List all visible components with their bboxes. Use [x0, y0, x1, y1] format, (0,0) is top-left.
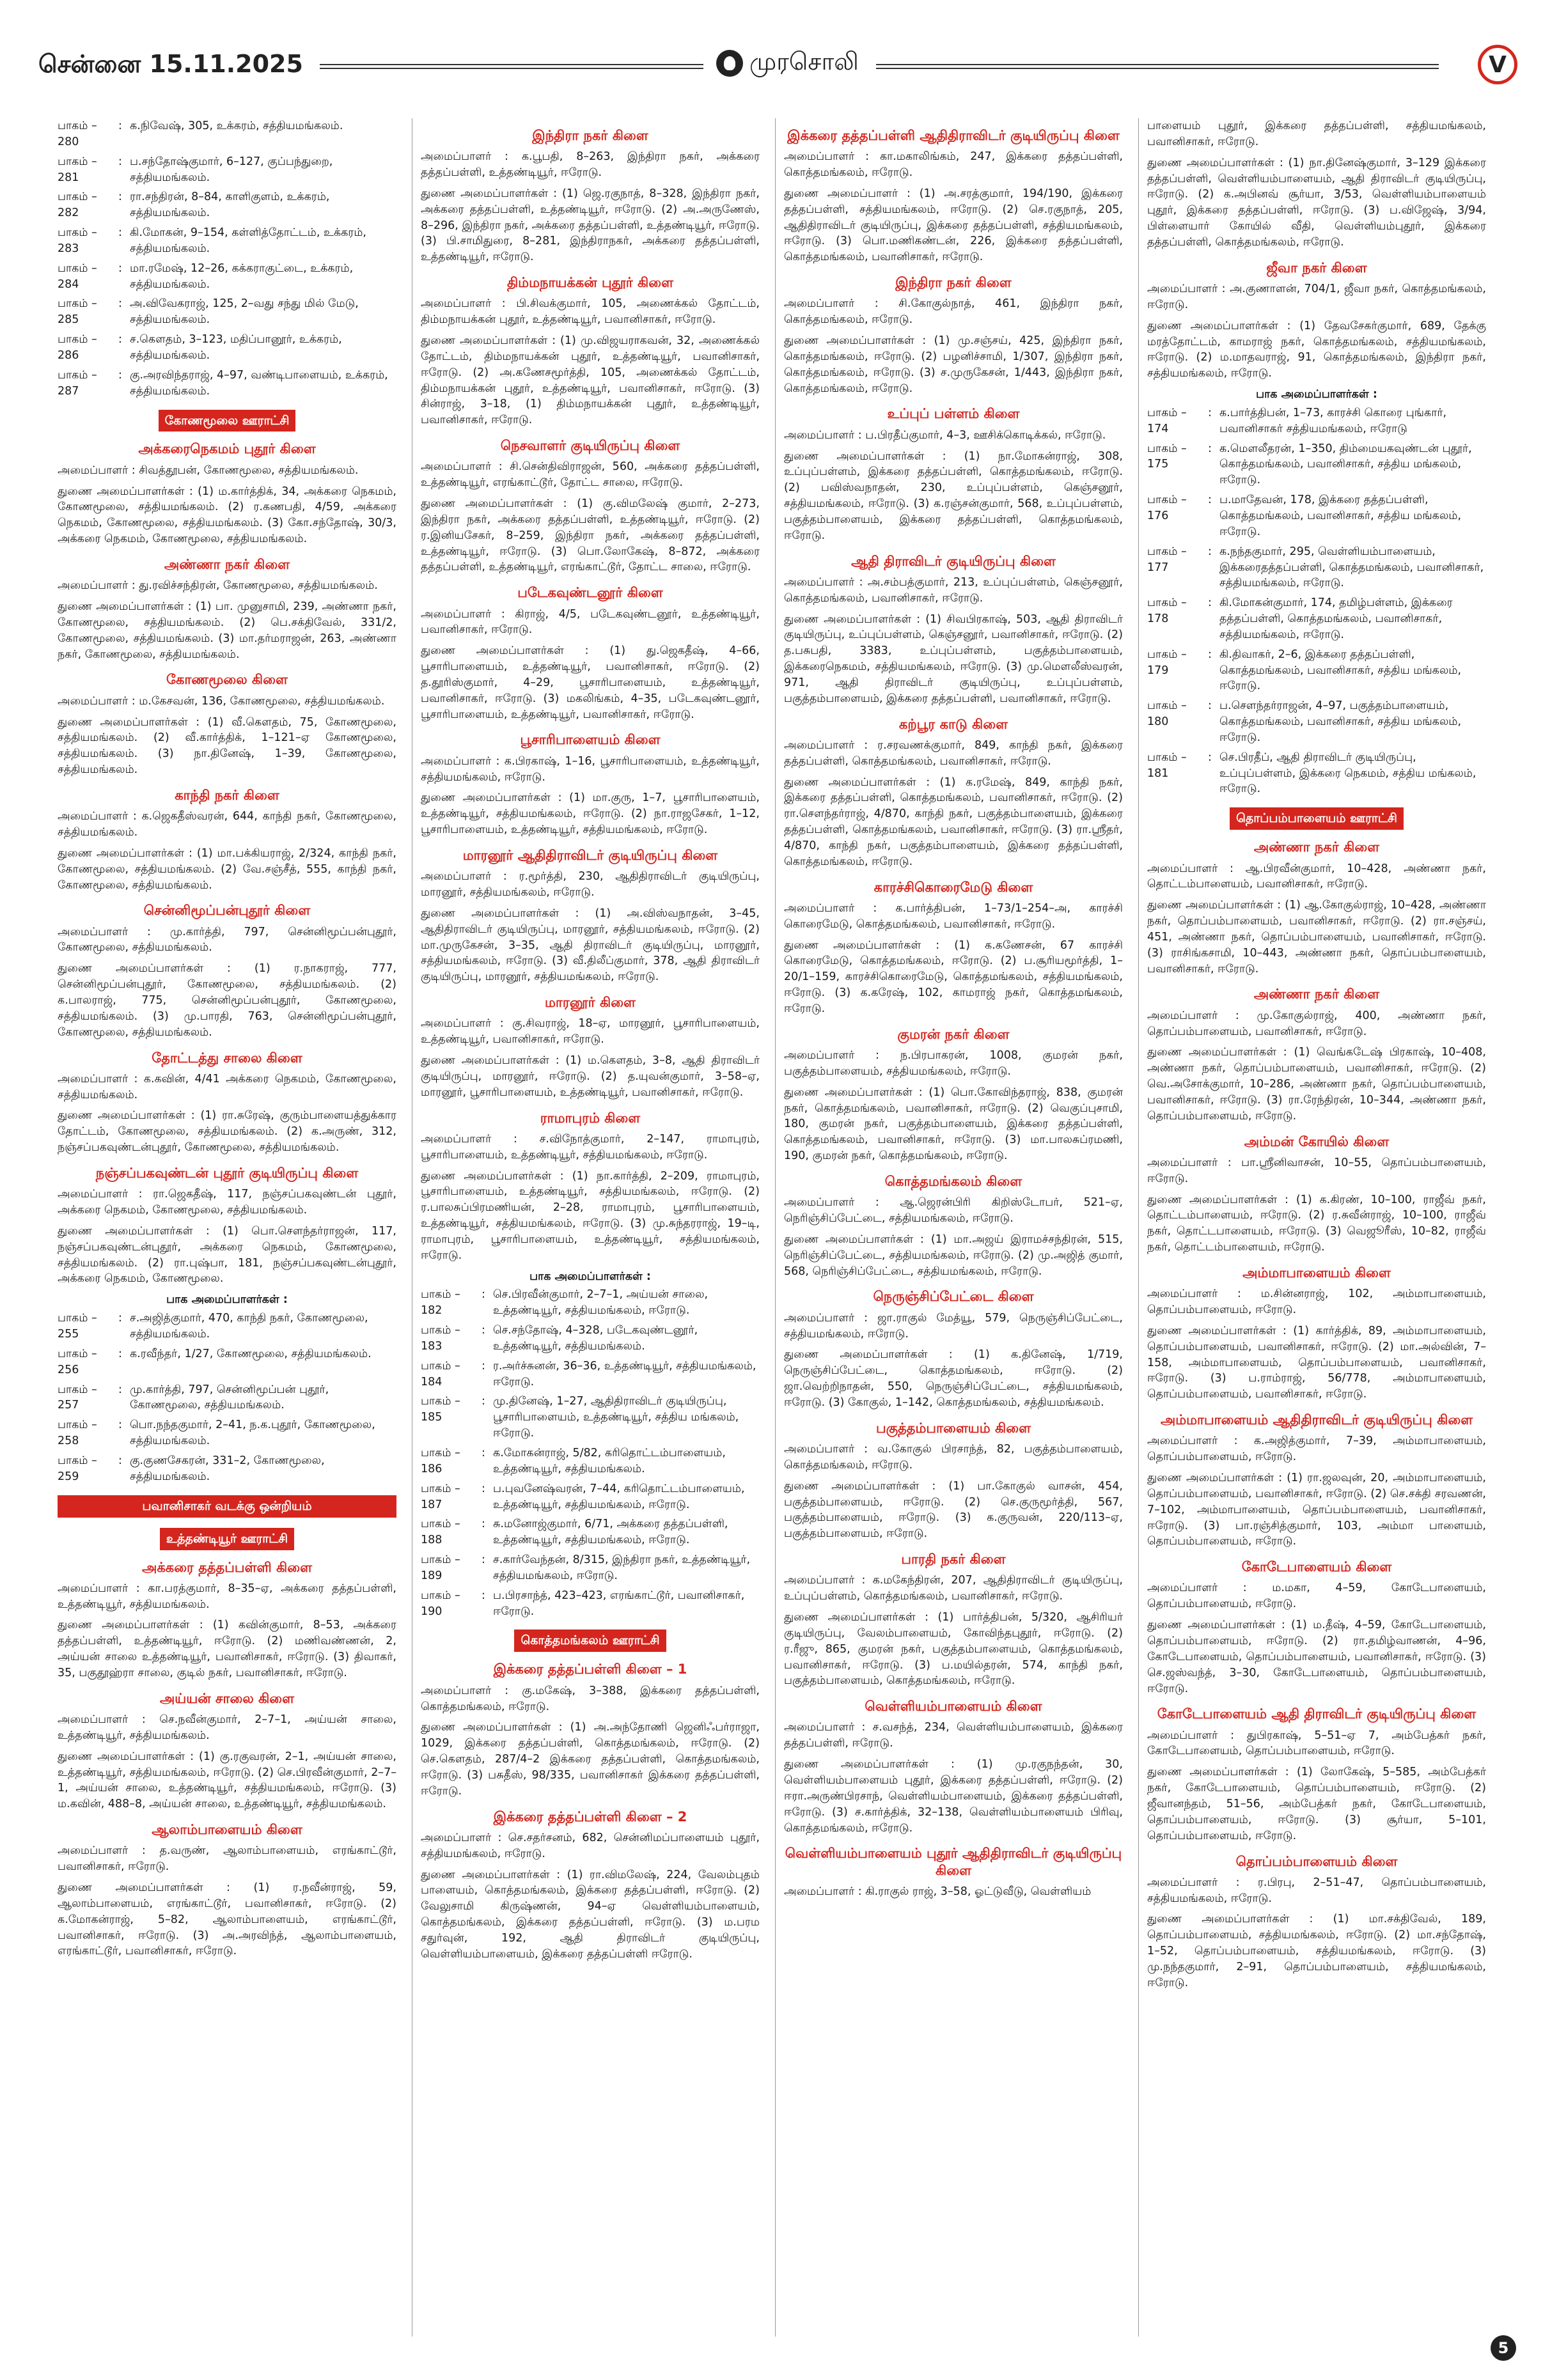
paragraph: அமைப்பாளர் : அ.சம்பத்குமார், 213, உப்புப்பள்ளம், கெஞ்சனூர், கொத்தமங்கலம், பவானிசாகர், ஈரோடு.	[784, 575, 1123, 605]
paragraph: அமைப்பாளர் : ம.சின்னராஜ், 102, அம்மாபாளையம், தொப்பம்பாளையம், ஈரோடு.	[1147, 1287, 1486, 1316]
issue-date: சென்னை 15.11.2025	[38, 50, 303, 78]
list-item: பாகம் – 259 : கு.குணசேகரன், 331–2, கோணமூலை, சத்தியமங்கலம்.	[58, 1454, 325, 1483]
paragraph: துணை அமைப்பாளர்கள் : (1) பார்த்திபன், 5/320, ஆசிரியர் குடியிருப்பு, வேலம்பாளையம், கோவிந்தபுதூர், ஈரோடு. (2) ர.ரீஜு, 865, குமரன் நகர், பகுத்தம்பாளையம், கொத்தமங்கலம், பவானிசாகர், ஈரோடு. (3) ப.மயில்தரன், 574, காந்தி நகர், பகுத்தம்பாளையம், கொத்தமங்கலம், ஈரோடு.	[784, 1610, 1123, 1688]
paragraph: துணை அமைப்பாளர்கள் : (1) கார்த்திக், 89, அம்மாபாளையம், தொப்பம்பாளையம், பவானிசாகர், ஈரோடு. (2) மா.அல்வின், 7–158, அம்மாபாளையம், தொப்பம்பாளையம், பவானிசாகர், ஈரோடு. (3) ப.ராம்ராஜ், 56/778, அம்மாபாளையம், தொப்பம்பாளையம், பவானிசாகர், ஈரோடு.	[1147, 1324, 1486, 1401]
section-title: ஆதி திராவிடர் குடியிருப்பு கிளை	[851, 553, 1056, 569]
list-item: பாகம் – 258 : பொ.நந்தகுமார், 2–41, ந.க.புதூர், கோணமூலை, சத்தியமங்கலம்.	[58, 1419, 375, 1448]
section-title: மாரனூர் கிளை	[545, 995, 636, 1011]
paragraph: அமைப்பாளர் : ச.வசந்த், 234, வெள்ளியம்பாளையம், இக்கரை தத்தப்பள்ளி, ஈரோடு.	[784, 1721, 1123, 1750]
paragraph: துணை அமைப்பாளர்கள் : (1) க.கணேசன், 67 காரச்சி கொரைமேடு, கொத்தமங்கலம், ஈரோடு. (2) ப.சூரியமூர்த்தி, 1–20/1–159, காரச்சிகொரைமேடு, கொத்தமங்கலம், சத்தியமங்கலம், ஈரோடு. (3) க.கரேஷ், 102, காமராஜ் நகர், கொத்தமங்கலம், ஈரோடு.	[784, 938, 1123, 1015]
paragraph: அமைப்பாளர் : ஆ.பிரவீன்குமார், 10–428, அண்ணா நகர், தொட்டம்பாளையம், பவானிசாகர், ஈரோடு.	[1147, 862, 1486, 891]
paragraph: துணை அமைப்பாளர்கள் : (1) க.ரமேஷ், 849, காந்தி நகர், இக்கரை தத்தப்பள்ளி, கொத்தமங்கலம், பவானிசாகர், ஈரோடு. (2) ரா.சௌந்தர்ராஜ், 4/870, காந்தி நகர், பகுத்தம்பாளையம், இக்கரை தத்தப்பள்ளி, கொத்தமங்கலம், பவானிசாகர், ஈரோடு. (3) ரா.ஸ்ரீதர், 4/870, காந்தி நகர், பகுத்தம்பாளையம், இக்கரை தத்தப்பள்ளி, கொத்தமங்கலம், ஈரோடு.	[784, 775, 1123, 868]
list-item: பாகம் – 257 : மு.கார்த்தி, 797, சென்னிமூப்பன் புதூர், கோணமூலை, சத்தியமங்கலம்.	[58, 1383, 329, 1412]
section-title: காந்தி நகர் கிளை	[175, 787, 279, 803]
paragraph: துணை அமைப்பாளர்கள் : (1) மா.பக்கியராஜ், 2/324, காந்தி நகர், கோணமூலை, சத்தியமங்கலம். (2) வே.சஞ்சீத், 555, காந்தி நகர், கோணமூலை, சத்தியமங்கலம்.	[58, 846, 396, 892]
section-title: கோணமூலை கிளை	[166, 672, 288, 688]
paragraph: அமைப்பாளர் : சி.கோகுல்நாத், 461, இந்திரா நகர், கொத்தமங்கலம், ஈரோடு.	[784, 297, 1123, 327]
paragraph: துணை அமைப்பாளர்கள் : (1) ரா.ஜலவுன், 20, அம்மாபாளையம், தொப்பம்பாளையம், பவானிசாகர், ஈரோடு. (2) செ.சக்தி சரவணன், 7–102, அம்மாபாளையம், தொப்பம்பாளையம், பவானிசாகர், ஈரோடு. (3) பா.ரஞ்சித்குமார், 103, அம்மா பாளையம், தொப்பம்பாளையம், ஈரோடு.	[1147, 1472, 1486, 1548]
list-item: பாகம் – 281 : ப.சந்தோஷ்குமார், 6–127, குப்பந்துறை, சத்தியமங்கலம்.	[58, 155, 333, 184]
section-title: வெள்ளியம்பாளையம் கிளை	[865, 1699, 1042, 1715]
list-item: பாகம் – 178 : கி.மோகன்குமார், 174, தமிழ்பள்ளம், இக்கரை தத்தப்பள்ளி, கொத்தமங்கலம், பவானிசாகர், சத்தியமங்கலம், ஈரோடு.	[1147, 596, 1453, 641]
column-1	[58, 118, 396, 2337]
paragraph: துணை அமைப்பாளர்கள் : (1) ம.கார்த்திக், 34, அக்கரை நெகமம், கோணமூலை, சத்தியமங்கலம். (2) ர.கணபதி, 4/59, அக்கரை நெகமம், கோணமூலை, சத்தியமங்கலம். (3) கோ.சந்தோஷ், 30/3, அக்கரை நெகமம், கோணமூலை, சத்தியமங்கலம்.	[58, 485, 396, 546]
section-title: அம்மாபாளையம் ஆதிதிராவிடர் குடியிருப்பு கிளை	[1160, 1412, 1473, 1428]
paragraph: அமைப்பாளர் : க.மகேந்திரன், 207, ஆதிதிராவிடர் குடியிருப்பு, உப்புப்பள்ளம், கொத்தமங்கலம், பவானிசாகர், ஈரோடு.	[784, 1574, 1123, 1603]
section-title: ஜீவா நகர் கிளை	[1266, 260, 1367, 276]
list-item: பாகம் – 282 : ரா.சந்திரன், 8–84, காளிகுளம், உக்கரம், சத்தியமங்கலம்.	[58, 191, 330, 220]
paragraph: அமைப்பாளர் : ர.பிரபு, 2–51–47, தொப்பம்பாளையம், சத்தியமங்கலம், ஈரோடு.	[1147, 1876, 1486, 1905]
paragraph: துணை அமைப்பாளர்கள் : (1) தேவசேகர்குமார், 689, தேக்கு மரத்தோட்டம், காமராஜ் நகர், கொத்தமங்கலம், சத்தியமங்கலம், ஈரோடு. (2) ம.மாதவராஜ், 91, கொத்தமங்கலம், இந்திரா நகர், சத்தியமங்கலம், ஈரோடு.	[1147, 319, 1486, 380]
list-item: பாகம் – 184 : ர.அர்ச்சுனன், 36–36, உத்தண்டியூர், சத்தியமங்கலம், ஈரோடு.	[421, 1359, 756, 1388]
section-title: உப்புப் பள்ளம் கிளை	[887, 406, 1020, 422]
page-number: 5	[1491, 2335, 1516, 2361]
section-title: இந்திரா நகர் கிளை	[895, 275, 1012, 291]
paragraph: அமைப்பாளர் : க.கவின், 4/41 அக்கரை நெகமம், கோணமூலை, சத்தியமங்கலம்.	[58, 1072, 396, 1101]
column-2	[421, 118, 760, 2337]
masthead-rule-left	[320, 64, 703, 69]
section-title: இக்கரை தத்தப்பள்ளி கிளை – 1	[493, 1661, 687, 1677]
paragraph: துணை அமைப்பாளர்கள் : (1) மு.ரகுநந்தன், 30, வெள்ளியம்பாளையம் புதூர், இக்கரை தத்தப்பள்ளி, ஈரோடு. (2) ஈரா.அருண்பிரசாந், வெள்ளியம்பாளையம், இக்கரை தத்தப்பள்ளி, ஈரோடு. (3) ச.கார்த்திக், 32–138, வெள்ளியம்பாளையம் பிரிவு, கொத்தமங்கலம், ஈரோடு.	[784, 1758, 1123, 1835]
paragraph: அமைப்பாளர் : க.பிரகாஷ், 1–16, பூசாரிபாளையம், உத்தண்டியூர், சத்தியமங்கலம், ஈரோடு.	[421, 754, 760, 784]
paragraph: அமைப்பாளர் : து.ரவிச்சந்திரன், கோணமூலை, சத்தியமங்கலம்.	[58, 579, 378, 593]
section-title: கோடேபாளையம் ஆதி திராவிடர் குடியிருப்பு கிளை	[1157, 1706, 1476, 1722]
paragraph: அமைப்பாளர் : பா.ஸ்ரீனிவாசன், 10–55, தொப்பம்பாளையம், ஈரோடு.	[1147, 1156, 1486, 1185]
paragraph: அமைப்பாளர் : கா.பரத்குமார், 8–35–ஏ, அக்கரை தத்தப்பள்ளி, உத்தண்டியூர், சத்தியமங்கலம்.	[58, 1582, 396, 1611]
paragraph: துணை அமைப்பாளர்கள் : (1) கு.விமலேஷ் குமார், 2–273, இந்திரா நகர், அக்கரை தத்தப்பள்ளி, உத்தண்டியூர், ஈரோடு. (2) ர.இனியசேகர், 8–259, இந்திரா நகர், அக்கரை தத்தப்பள்ளி, உத்தண்டியூர், ஈரோடு. (3) பொ.லோகேஷ், 8–872, அக்கரை தத்தப்பள்ளி, உத்தண்டியூர், எரங்காட்டூர், தோட்ட சாலை, ஈரோடு.	[421, 497, 760, 574]
paragraph: துணை அமைப்பாளர்கள் : (1) பா. முனுசாமி, 239, அண்ணா நகர், கோணமூலை, சத்தியமங்கலம். (2) பெ.சக்திவேல், 331/2, கோணமூலை, சத்தியமங்கலம். (3) மா.தர்மராஜன், 263, அண்ணா நகர், கோணமூலை, சத்தியமங்கலம்.	[58, 600, 396, 661]
section-title: நெசவாளர் குடியிருப்பு கிளை	[500, 438, 680, 454]
paragraph: அமைப்பாளர் : மு.கோகுல்ராஜ், 400, அண்ணா நகர், தொப்பம்பாளையம், பவானிசாகர், ஈரோடு.	[1147, 1009, 1486, 1038]
brand-name: முரசொலி	[749, 47, 859, 75]
paragraph: துணை அமைப்பாளர்கள் : (1) மா.சக்திவேல், 189, தொப்பம்பாளையம், சத்தியமங்கலம், ஈரோடு. (2) மா.சந்தோஷ், 1–52, தொப்பம்பாளையம், சத்தியமங்கலம், ஈரோடு. (3) மு.நந்தகுமார், 2–91, தொப்பம்பாளையம், சத்தியமங்கலம், ஈரோடு.	[1147, 1913, 1486, 1989]
paragraph: அமைப்பாளர் : ச.விநோத்குமார், 2–147, ராமாபுரம், பூசாரிபாளையம், உத்தண்டியூர், சத்தியமங்கலம், ஈரோடு.	[421, 1132, 760, 1162]
list-item: பாகம் – 284 : மா.ரமேஷ், 12–26, கக்கராகுட்டை, உக்கரம், சத்தியமங்கலம்.	[58, 261, 354, 291]
list-item: பாகம் – 174 : க.பார்த்திபன், 1–73, காரச்சி கொரை புங்கார், பவானிசாகர் சத்தியமங்கலம், ஈரோடு	[1147, 406, 1447, 435]
paragraph: துணை அமைப்பாளர்கள் : (1) பொ.கோவிந்தராஜ், 838, குமரன் நகர், கொத்தமங்கலம், பவானிசாகர், ஈரோடு. (2) வெகுப்புசாமி, 180, குமரன் நகர், பகுத்தம்பாளையம், இக்கரை தத்தப்பள்ளி, கொத்தமங்கலம், பவானிசாகர், ஈரோடு. (3) மா.பாலசுப்ரமணி, 190, குமரன் நகர், கொத்தமங்கலம், ஈரோடு.	[784, 1085, 1123, 1163]
paragraph: துணை அமைப்பாளர்கள் : (1) மா.அஜய் இராமச்சந்திரன், 515, நெரிஞ்சிப்பேட்டை, சத்தியமங்கலம், ஈரோடு. (2) மு.அஜித் குமார், 568, நெரிஞ்சிப்பேட்டை, சத்தியமங்கலம், ஈரோடு.	[784, 1233, 1123, 1278]
list-item: பாகம் – 285 : அ.விவேகராஜ், 125, 2–வது சந்து மில் மேடு, சத்தியமங்கலம்.	[58, 297, 359, 327]
list-item: பாகம் – 189 : ச.கார்வேந்தன், 8/315, இந்திரா நகர், உத்தண்டியூர், சத்தியமங்கலம், ஈரோடு.	[421, 1553, 751, 1582]
sub-heading: பாக அமைப்பாளர்கள் :	[529, 1270, 651, 1283]
list-item: பாகம் – 180 : ப.சௌந்தர்ராஜன், 4–97, பகுத்தம்பாளையம், கொத்தமங்கலம், பவானிசாகர், சத்திய மங்கலம், ஈரோடு.	[1147, 699, 1462, 744]
page-letter-badge: V	[1478, 45, 1517, 84]
list-item: பாகம் – 187 : ப.புவனேஷ்வரன், 7–44, கரிதொட்டம்பாளையம், உத்தண்டியூர், சத்தியமங்கலம், ஈரோடு.	[421, 1482, 745, 1511]
section-title: கொத்தமங்கலம் கிளை	[884, 1173, 1022, 1189]
sub-heading: பாக அமைப்பாளர்கள் :	[166, 1293, 288, 1307]
paragraph: துணை அமைப்பாளர்கள் : (1) ரா.சுரேஷ், குரும்பாளையத்துக்கார தோட்டம், கோணமூலை, சத்தியமங்கலம். (2) க.அருண், 312, நஞ்சப்பகவுண்டன்புதூர், கோணமூலை, சத்தியமங்கலம்.	[58, 1109, 396, 1155]
list-item: பாகம் – 185 : மு.தினேஷ், 1–27, ஆதிதிராவிடர் குடியிருப்பு, பூசாரிபாளையம், உத்தண்டியூர், சத்திய மங்கலம், ஈரோடு.	[421, 1395, 739, 1440]
paragraph: துணை அமைப்பாளர்கள் : (1) வெங்கடேஷ் பிரகாஷ், 10–408, அண்ணா நகர், தொப்பம்பாளையம், பவானிசாகர், ஈரோடு. (2) வெ.அசோக்குமார், 10–286, அண்ணா நகர், தொப்பம்பாளையம், பவானிசாகர், ஈரோடு. (3) ரா.ரேந்திரன், 10–344, அண்ணா நகர், தொப்பம்பாளையம், ஈரோடு.	[1147, 1046, 1486, 1123]
list-item: பாகம் – 256 : க.ரவீந்தர், 1/27, கோணமூலை, சத்தியமங்கலம்.	[58, 1347, 372, 1376]
paragraph: அமைப்பாளர் : ரா.ஜெகதீஷ், 117, நஞ்சப்பகவுண்டன் புதூர், அக்கரை நெகமம், கோணமூலை, சத்தியமங்கலம்.	[58, 1188, 396, 1217]
section-title: இக்கரை தத்தப்பள்ளி ஆதிதிராவிடர் குடியிருப்பு கிளை	[787, 128, 1120, 143]
part-list	[58, 1311, 396, 1484]
newspaper-brand	[716, 47, 859, 79]
section-title: தோட்டத்து சாலை கிளை	[152, 1050, 302, 1066]
paragraph: துணை அமைப்பாளர்கள் : (1) நா.கார்த்தி, 2–209, ராமாபுரம், பூசாரிபாளையம், உத்தண்டியூர், சத்தியமங்கலம், ஈரோடு. (2) ர.பாலசுப்பிரமணியன், 2–28, ராமாபுரம், பூசாரிபாளையம், உத்தண்டியூர், சத்தியமங்கலம், ஈரோடு. (3) மு.சுந்தரராஜ், 19–டி, ராமாபுரம், பூசாரிபாளையம், உத்தண்டியூர், சத்தியமங்கலம், ஈரோடு.	[421, 1169, 760, 1262]
paragraph: துணை அமைப்பாளர்கள் : (1) கு.ரகுவரன், 2–1, அய்யன் சாலை, உத்தண்டியூர், சத்தியமங்கலம், ஈரோடு. (2) செ.பிரவீன்குமார், 2–7–1, அய்யன் சாலை, உத்தண்டியூர், சத்தியமங்கலம், ஈரோடு. (3) ம.கவின், 488–8, அய்யன் சாலை, உத்தண்டியூர், சத்தியமங்கலம்.	[58, 1750, 396, 1811]
paragraph: அமைப்பாளர் : அ.குணாளன், 704/1, ஜீவா நகர், கொத்தமங்கலம், ஈரோடு.	[1147, 283, 1486, 311]
paragraph: அமைப்பாளர் : க.ஜெகதீஸ்வரன், 644, காந்தி நகர், கோணமூலை, சத்தியமங்கலம்.	[58, 810, 396, 839]
section-title: அம்மன் கோயில் கிளை	[1244, 1133, 1390, 1149]
paragraph: அமைப்பாளர் : செ.சதர்சனம், 682, சென்னிமப்பாளையம் புதூர், சத்தியமங்கலம், ஈரோடு.	[421, 1831, 760, 1860]
paragraph: அமைப்பாளர் : க.அஜித்குமார், 7–39, அம்மாபாளையம், தொப்பம்பாளையம், ஈரோடு.	[1147, 1435, 1486, 1464]
list-item: பாகம் – 182 : செ.பிரவீன்குமார், 2–7–1, அய்யன் சாலை, உத்தண்டியூர், சத்தியமங்கலம், ஈரோடு.	[421, 1288, 709, 1318]
article-columns	[58, 118, 1490, 2337]
paragraph: துணை அமைப்பாளர்கள் : (1) வீ.கௌதம், 75, கோணமூலை, சத்தியமங்கலம். (2) வீ.கார்த்திக், 1–121–ஏ கோணமூலை, சத்தியமங்கலம். (3) நா.தினேஷ், 1–39, கோணமூலை, சத்தியமங்கலம்.	[58, 715, 396, 777]
brand-logo-icon	[716, 50, 743, 77]
section-title: மாரனூர் ஆதிதிராவிடர் குடியிருப்பு கிளை	[462, 847, 718, 863]
section-title: அம்மாபாளையம் கிளை	[1242, 1264, 1391, 1280]
paragraph: துணை அமைப்பாளர்கள் : (1) ர.நவீன்ராஜ், 59, ஆலாம்பாளையம், எரங்காட்டூர், பவானிசாகர், ஈரோடு. (2) க.மோகன்ராஜ், 5–82, ஆலாம்பாளையம், எரங்காட்டூர், பவானிசாகர், ஈரோடு. (3) அ.அரவிந்த், ஆலாம்பாளையம், எரங்காட்டூர், பவானிசாகர், ஈரோடு.	[58, 1881, 396, 1958]
section-title: ராமாபுரம் கிளை	[540, 1110, 641, 1126]
paragraph: துணை அமைப்பாளர்கள் : (1) கவின்குமார், 8–53, அக்கரை தத்தப்பள்ளி, உத்தண்டியூர், ஈரோடு. (2) மணிவண்ணன், 2, அய்யன் சாலை உத்தண்டியூர், பவானிசாகர், ஈரோடு. (3) திவாகர், 35, பகுதூஹ்ரா சாலை, குடில் நகர், பவானிசாகர், ஈரோடு.	[58, 1619, 396, 1679]
section-title: அய்யன் சாலை கிளை	[159, 1690, 295, 1706]
list-item: பாகம் – 175 : க.மௌலீதரன், 1–350, திம்மையகவுண்டன் புதூர், கொத்தமங்கலம், பவானிசாகர், சத்திய மங்கலம், ஈரோடு.	[1147, 442, 1472, 487]
paragraph: அமைப்பாளர் : துபிரகாஷ், 5–51–ஏ 7, அம்பேத்கர் நகர், கோடேபாளையம், தொப்பம்பாளையம், ஈரோடு.	[1147, 1729, 1486, 1758]
paragraph: அமைப்பாளர் : கு.மகேஷ், 3–388, இக்கரை தத்தப்பள்ளி, கொத்தமங்கலம், ஈரோடு.	[421, 1684, 760, 1713]
list-item: பாகம் – 186 : க.மோகன்ராஜ், 5/82, கரிதொட்டம்பாளையம், உத்தண்டியூர், சத்தியமங்கலம்.	[421, 1447, 726, 1475]
section-title: அண்ணா நகர் கிளை	[1253, 986, 1380, 1002]
list-item: பாகம் – 177 : க.நந்தகுமார், 295, வெள்ளியம்பாளையம், இக்கரைதத்தப்பள்ளி, கொத்தமங்கலம், பவானிசாகர், சத்தியமங்கலம், ஈரோடு.	[1147, 545, 1484, 590]
paragraph: துணை அமைப்பாளர்கள் : (1) ஜெ.ரகுநாத், 8–328, இந்திரா நகர், அக்கரை தத்தப்பள்ளி, உத்தண்டியூர், ஈரோடு. (2) அ.அருணேஸ், 8–296, இந்திரா நகர், அக்கரை தத்தப்பள்ளி, உத்தண்டியூர், ஈரோடு. (3) பி.சாமிதுரை, 8–281, இந்திராநகர், அக்கரை தத்தப்பள்ளி, உத்தண்டியூர், ஈரோடு.	[421, 187, 760, 264]
paragraph: அமைப்பாளர் : ஜா.ராகுல் மேத்யூ, 579, நெருஞ்சிப்பேட்டை, சத்தியமங்கலம், ஈரோடு.	[784, 1311, 1123, 1341]
section-title: திம்மநாயக்கன் புதூர் கிளை	[506, 275, 674, 291]
section-title: படேகவுண்டனூர் கிளை	[517, 585, 663, 601]
paragraph: அமைப்பாளர் : சி.சென்திவிராஜன், 560, அக்கரை தத்தப்பள்ளி, உத்தண்டியூர், எரங்காட்டூர், தோட்ட சாலை, ஈரோடு.	[421, 460, 760, 490]
paragraph: துணை அமைப்பாளர்கள் : (1) பா.கோகுல் வாசன், 454, பகுத்தம்பாளையம், ஈரோடு. (2) செ.குருமூர்த்தி, 567, பகுத்தம்பாளையம், ஈரோடு. (3) க.குருவன், 220/113–ஏ, பகுத்தம்பாளையம், ஈரோடு.	[784, 1479, 1123, 1541]
section-title: ஆலாம்பாளையம் கிளை	[152, 1822, 302, 1838]
column-4	[1147, 118, 1486, 2337]
section-title: கோடேபாளையம் கிளை	[1241, 1559, 1392, 1575]
list-item: பாகம் – 183 : செ.சந்தோஷ், 4–328, படேகவுண்டனூர், உத்தண்டியூர், சத்தியமங்கலம்.	[421, 1324, 698, 1353]
section-title: நெருஞ்சிப்பேட்டை கிளை	[873, 1289, 1034, 1305]
paragraph: அமைப்பாளர் : ர.மூர்த்தி, 230, ஆதிதிராவிடர் குடியிருப்பு, மாரனூர், சத்தியமங்கலம், ஈரோடு.	[421, 870, 760, 899]
section-title: இக்கரை தத்தப்பள்ளி கிளை – 2	[493, 1808, 687, 1824]
column-3	[784, 118, 1123, 2337]
paragraph: அமைப்பாளர் : கி.ராகுல் ராஜ், 3–58, ஓட்டுவீடு, வெள்ளியம்	[784, 1885, 1092, 1898]
paragraph: அமைப்பாளர் : பி.சிவக்குமார், 105, அணைக்கல் தோட்டம், திம்மநாயக்கன் புதூர், உத்தண்டியூர், பவானிசாகர், ஈரோடு.	[421, 297, 760, 327]
paragraph: துணை அமைப்பாளர்கள் : (1) அ.விஸ்வநாதன், 3–45, ஆதிதிராவிடர் குடியிருப்பு, மாரனூர், சத்தியமங்கலம், ஈரோடு. (2) மா.முருகேசன், 3–35, ஆதி திராவிடர் குடியிருப்பு, மாரனூர், சத்தியமங்கலம், ஈரோடு. (3) வீ.திலீப்குமார், 378, ஆதி திராவிடர் குடியிருப்பு, மாரனூர், சத்தியமங்கலம், ஈரோடு.	[421, 906, 760, 984]
paragraph: துணை அமைப்பாளர்கள் : (1) ம.தீஷ், 4–59, கோடேபாளையம், தொப்பம்பாளையம், ஈரோடு. (2) ரா.தமிழ்வாணன், 4–96, கோடேபாளையம், தொப்பம்பாளையம், பவானிசாகர், ஈரோடு. (3) செ.ஜஸ்வந்த், 3–30, கோடேபாளையம், தொப்பம்பாளையம், ஈரோடு.	[1147, 1619, 1486, 1695]
section-title: அண்ணா நகர் கிளை	[1253, 839, 1380, 855]
paragraph: துணை அமைப்பாளர்கள் : (1) ம.கௌதம், 3–8, ஆதி திராவிடர் குடியிருப்பு, மாரனூர், ஈரோடு. (2) த.யுவன்குமார், 3–58–ஏ, மாரனூர், பூசாரிபாளையம், உத்தண்டியூர், பவானிசாகர், ஈரோடு.	[421, 1054, 760, 1099]
paragraph: துணை அமைப்பாளர்கள் : (1) ஆ.கோகுல்ராஜ், 10–428, அண்ணா நகர், தொப்பம்பாளையம், பவானிசாகர், ஈரோடு. (2) ரா.சஞ்சய், 451, அண்ணா நகர், தொப்பம்பாளையம், பவானிசாகர், ஈரோடு. (3) ராசிங்கசாமி, 10–443, அண்ணா நகர், தொப்பம்பாளையம், பவானிசாகர், ஈரோடு.	[1147, 899, 1486, 976]
section-band: தொப்பம்பாளையம் ஊராட்சி	[1230, 807, 1404, 830]
paragraph: துணை அமைப்பாளர்கள் : (1) க.தினேஷ், 1/719, நெருஞ்சிப்பேட்டை, கொத்தமங்கலம், ஈரோடு. (2) ஜா.வெற்றிநாதன், 550, நெருஞ்சிப்பேட்டை, சத்தியமங்கலம், ஈரோடு. (3) கோகுல், 1–142, கொத்தமங்கலம், சத்தியமங்கலம்.	[784, 1348, 1123, 1409]
paragraph: துணை அமைப்பாளர் : (1) அ.சரத்குமார், 194/190, இக்கரை தத்தப்பள்ளி, சத்தியமங்கலம், ஈரோடு. (2) செ.ரகுநாத், 205, ஆதிதிராவிடர் குடியிருப்பு, இக்கரை தத்தப்பள்ளி, சத்தியமங்கலம், ஈரோடு. (3) பொ.மணிகண்டன், 226, இக்கரை தத்தப்பள்ளி, கொத்தமங்கலம், பவானிசாகர், ஈரோடு.	[784, 187, 1123, 264]
paragraph: அமைப்பாளர் : கிராஜ், 4/5, படேகவுண்டனூர், உத்தண்டியூர், பவானிசாகர், ஈரோடு.	[421, 607, 760, 637]
section-title: குமரன் நகர் கிளை	[897, 1026, 1010, 1042]
list-item: பாகம் – 283 : கி.மோகன், 9–154, கள்ளித்தோட்டம், உக்கரம், சத்தியமங்கலம்.	[58, 226, 366, 255]
paragraph: அமைப்பாளர் : த.வருண், ஆலாம்பாளையம், எரங்காட்டூர், பவானிசாகர், ஈரோடு.	[58, 1844, 396, 1874]
section-title: பூசாரிபாளையம் கிளை	[520, 732, 661, 748]
section-title: வெள்ளியம்பாளையம் புதூர் ஆதிதிராவிடர் குடியிருப்பு கிளை	[785, 1846, 1122, 1878]
paragraph: அமைப்பாளர் : ந.பிரபாகரன், 1008, குமரன் நகர், பகுத்தம்பாளையம், சத்தியமங்கலம், ஈரோடு.	[784, 1049, 1123, 1078]
section-title: அண்ணா நகர் கிளை	[164, 556, 290, 572]
section-title: அக்கரை தத்தப்பள்ளி கிளை	[141, 1559, 313, 1575]
section-band: கோணமூலை ஊராட்சி	[159, 410, 296, 432]
paragraph: அமைப்பாளர் : ம.மகா, 4–59, கோடேபாளையம், தொப்பம்பாளையம், ஈரோடு.	[1147, 1582, 1486, 1611]
masthead-rule-right	[876, 64, 1439, 69]
list-item: பாகம் – 188 : சு.மனோஜ்குமார், 6/71, அக்கரை தத்தப்பள்ளி, உத்தண்டியூர், சத்தியமங்கலம், ஈரோடு.	[421, 1518, 728, 1547]
sub-heading: பாக அமைப்பாளர்கள் :	[1256, 388, 1377, 401]
section-title: சென்னிமூப்பன்புதூர் கிளை	[143, 903, 311, 919]
section-title: அக்கரைநெகமம் புதூர் கிளை	[138, 441, 316, 457]
masthead	[26, 45, 1517, 89]
paragraph: துணை அமைப்பாளர்கள் : (1) மா.குரு, 1–7, பூசாரிபாளையம், உத்தண்டியூர், சத்தியமங்கலம், ஈரோடு. (2) நா.ராஜசேகர், 1–12, பூசாரிபாளையம், உத்தண்டியூர், சத்தியமங்கலம், ஈரோடு.	[421, 791, 760, 837]
section-band: பவானிசாகர் வடக்கு ஒன்றியம்	[58, 1495, 396, 1518]
section-title: பாரதி நகர் கிளை	[901, 1552, 1006, 1567]
paragraph: துணை அமைப்பாளர்கள் : (1) நா.மோகன்ராஜ், 308, உப்புப்பள்ளம், இக்கரை தத்தப்பள்ளி, கொத்தமங்கலம், ஈரோடு. (2) பவிஸ்வநாதன், 230, உப்புப்பள்ளம், கெஞ்சனூர், சத்தியமங்கலம், ஈரோடு. (3) க.ரஞ்சன்குமார், 568, உப்புப்பள்ளம், பகுத்தம்பாளையம், இக்கரை தத்தப்பள்ளி, கொத்தமங்கலம், ஈரோடு.	[784, 449, 1123, 542]
paragraph: துணை அமைப்பாளர்கள் : (1) மு.சஞ்சய், 425, இந்திரா நகர், கொத்தமங்கலம், ஈரோடு. (2) பழனிச்சாமி, 1/307, இந்திரா நகர், கொத்தமங்கலம், ஈரோடு. (3) ச.முருகேசன், 1/443, இந்திரா நகர், கொத்தமங்கலம், ஈரோடு.	[784, 334, 1123, 395]
paragraph: அமைப்பாளர் : ர.சரவணக்குமார், 849, காந்தி நகர், இக்கரை தத்தப்பள்ளி, கொத்தமங்கலம், பவானிசாகர், ஈரோடு.	[784, 738, 1123, 768]
part-list	[1147, 405, 1486, 797]
section-title: நஞ்சப்பகவுண்டன் புதூர் குடியிருப்பு கிளை	[95, 1165, 359, 1181]
list-item: பாகம் – 181 : செ.பிரதீப், ஆதி திராவிடர் குடியிருப்பு, உப்புப்பள்ளம், இக்கரை நெகமம், சத்திய மங்கலம், ஈரோடு.	[1147, 751, 1476, 796]
section-title: பகுத்தம்பாளையம் கிளை	[875, 1420, 1031, 1436]
list-item: பாகம் – 287 : கு.அரவிந்தராஜ், 4–97, வண்டிபாளையம், உக்கரம், சத்தியமங்கலம்.	[58, 368, 388, 398]
list-item: பாகம் – 179 : கி.திவாகர், 2–6, இக்கரை தத்தப்பள்ளி, கொத்தமங்கலம், பவானிசாகர், சத்திய மங்கலம், ஈரோடு.	[1147, 648, 1462, 693]
paragraph: அமைப்பாளர் : மு.கார்த்தி, 797, சென்னிமூப்பன்புதூர், கோணமூலை, சத்தியமங்கலம்.	[58, 925, 396, 954]
paragraph: துணை அமைப்பாளர்கள் : (1) அ.அந்தோணி ஜெனிஃபர்ராஜா, 1029, இக்கரை தத்தப்பள்ளி, கொத்தமங்கலம், ஈரோடு. (2) செ.கௌதம், 287/4–2 இக்கரை தத்தப்பள்ளி, கொத்தமங்கலம், ஈரோடு. (3) பசுதீஸ், 98/335, பவானிசாகர் இக்கரை தத்தப்பள்ளி, ஈரோடு.	[421, 1721, 760, 1798]
section-title: காரச்சிகொரைமேடு கிளை	[873, 879, 1033, 895]
part-list	[421, 1287, 760, 1619]
section-band: கொத்தமங்கலம் ஊராட்சி	[514, 1629, 666, 1652]
paragraph: அமைப்பாளர் : சிவத்தூபன், கோணமூலை, சத்தியமங்கலம்.	[58, 463, 359, 477]
part-list	[58, 118, 396, 400]
paragraph: பாளையம் புதூர், இக்கரை தத்தப்பள்ளி, சத்தியமங்கலம், பவானிசாகர், ஈரோடு.	[1147, 120, 1486, 148]
paragraph: துணை அமைப்பாளர்கள் : (1) நா.தினேஷ்குமார், 3–129 இக்கரை தத்தப்பள்ளி, வெள்ளியம்பாளையம், ஆதி திராவிடர் குடியிருப்பு, ஈரோடு. (2) க.அபினவ் சூர்யா, 3/53, வெள்ளியம்பாளையம் புதூர், இக்கரை தத்தப்பள்ளி, ஈரோடு. (3) ப.விஜேஷ், 3/94, பிள்ளையார் கோயில் வீதி, வெள்ளியம்புதூர், இக்கரை தத்தப்பள்ளி, கொத்தமங்கலம், ஈரோடு.	[1147, 156, 1486, 249]
paragraph: துணை அமைப்பாளர்கள் : (1) பொ.சௌந்தர்ராஜன், 117, நஞ்சப்பகவுண்டன்புதூர், அக்கரை நெகமம், கோணமூலை, சத்தியமங்கலம். (2) ரா.புஷ்பா, 181, நஞ்சப்பகவுண்டன்புதூர், அக்கரை நெகமம், கோணமூலை.	[58, 1224, 396, 1286]
paragraph: துணை அமைப்பாளர்கள் : (1) ர.நாகராஜ், 777, சென்னிமூப்பன்புதூர், கோணமூலை, சத்தியமங்கலம். (2) க.பாலராஜ், 775, சென்னிமூப்பன்புதூர், கோணமூலை, சத்தியமங்கலம். (3) மு.பாரதி, 763, சென்னிமூப்பன்புதூர், கோணமூலை, சத்தியமங்கலம்.	[58, 962, 396, 1039]
paragraph: அமைப்பாளர் : செ.நவீன்குமார், 2–7–1, அய்யன் சாலை, உத்தண்டியூர், சத்தியமங்கலம்.	[58, 1713, 396, 1742]
section-title: தொப்பம்பாளையம் கிளை	[1235, 1853, 1398, 1869]
list-item: பாகம் – 255 : ச.அஜித்குமார், 470, காந்தி நகர், கோணமூலை, சத்தியமங்கலம்.	[58, 1312, 368, 1341]
paragraph: துணை அமைப்பாளர்கள் : (1) லோகேஷ், 5–585, அம்பேத்கர் நகர், கோடேபாளையம், தொப்பம்பாளையம், ஈரோடு. (2) ஜீவானந்தம், 51–56, அம்பேத்கர் நகர், கோடேபாளையம், தொப்பம்பாளையம், ஈரோடு. (3) சூர்யா, 5–101, தொப்பம்பாளையம், ஈரோடு.	[1147, 1766, 1486, 1842]
list-item: பாகம் – 286 : ச.கௌதம், 3–123, மதிப்பானூர், உக்கரம், சத்தியமங்கலம்.	[58, 333, 342, 362]
paragraph: துணை அமைப்பாளர்கள் : (1) ரா.விமலேஷ், 224, வேலம்புதம் பாளையம், கொத்தமங்கலம், இக்கரை தத்தப்பள்ளி, ஈரோடு. (2) வேலுசாமி கிருஷ்ணன், 94–ஏ வெள்ளியம்பாளையம், கொத்தமங்கலம், இக்கரை தத்தப்பள்ளி, ஈரோடு. (3) ம.பரம சதுர்வுன், 192, ஆதி திராவிடர் குடியிருப்பு, வெள்ளியம்பாளையம், இக்கரை தத்தப்பள்ளி ஈரோடு.	[421, 1868, 760, 1961]
list-item: பாகம் – 280 : க.நிவேஷ், 305, உக்கரம், சத்தியமங்கலம்.	[58, 120, 343, 148]
section-band: உத்தண்டியூர் ஊராட்சி	[160, 1528, 294, 1550]
section-title: இந்திரா நகர் கிளை	[532, 128, 648, 143]
paragraph: அமைப்பாளர் : ப.பிரதீப்குமார், 4–3, ஊசிக்கொடிக்கல், ஈரோடு.	[784, 428, 1106, 442]
paragraph: அமைப்பாளர் : கா.மகாலிங்கம், 247, இக்கரை தத்தப்பள்ளி, கொத்தமங்கலம், ஈரோடு.	[784, 150, 1123, 180]
paragraph: அமைப்பாளர் : வ.கோகுல் பிரசாந்த், 82, பகுத்தம்பாளையம், கொத்தமங்கலம், ஈரோடு.	[784, 1442, 1123, 1472]
list-item: பாகம் – 190 : ப.பிரசாந்த், 423–423, எரங்காட்டூர், பவானிசாகர், ஈரோடு.	[421, 1589, 745, 1618]
paragraph: அமைப்பாளர் : க.பூபதி, 8–263, இந்திரா நகர், அக்கரை தத்தப்பள்ளி, உத்தண்டியூர், ஈரோடு.	[421, 150, 760, 180]
paragraph: துணை அமைப்பாளர்கள் : (1) மு.விஜயராகவன், 32, அணைக்கல் தோட்டம், திம்மநாயக்கன் புதூர், உத்தண்டியூர், பவானிசாகர், ஈரோடு. (2) அ.கணேசமூர்த்தி, 105, அணைக்கல் தோட்டம், திம்மநாயக்கன் புதூர், உத்தண்டியூர், பவானிசாகர், ஈரோடு. (3) சின்ராஜ், 3–18, (1) திம்மநாயக்கன் புதூர், உத்தண்டியூர், பவானிசாகர், ஈரோடு.	[421, 334, 760, 427]
paragraph: துணை அமைப்பாளர்கள் : (1) சிவபிரகாஷ், 503, ஆதி திராவிடர் குடியிருப்பு, உப்புப்பள்ளம், கெஞ்சனூர், பவானிசாகர், ஈரோடு. (2) த.பசுபதி, 3383, உப்புப்பள்ளம், பகுத்தம்பாளையம், இக்கரைநெகமம், சத்தியமங்கலம், ஈரோடு. (3) மு.மௌலீஸ்வரன், 971, ஆதி திராவிடர் குடியிருப்பு, உப்புப்பள்ளம், பகுத்தம்பாளையம், இக்கரை தத்தப்பள்ளி, பவானிசாகர், ஈரோடு.	[784, 612, 1123, 705]
paragraph: அமைப்பாளர் : ம.கேசவன், 136, கோணமூலை, சத்தியமங்கலம்.	[58, 694, 385, 708]
paragraph: துணை அமைப்பாளர்கள் : (1) து.ஜெகதீஷ், 4–66, பூசாரிபாளையம், உத்தண்டியூர், பவானிசாகர், ஈரோடு. (2) த.தூரிஸ்குமார், 4–29, பூசாரிபாளையம், உத்தண்டியூர், பவானிசாகர், ஈரோடு. (3) மகலிங்கம், 4–35, படேகவுண்டனூர், பூசாரிபாளையம், உத்தண்டியூர், பவானிசாகர், ஈரோடு.	[421, 644, 760, 721]
paragraph: அமைப்பாளர் : க.பார்த்திபன், 1–73/1–254–அ, காரச்சி கொரைமேடு, கொத்தமங்கலம், பவானிசாகர், ஈரோடு.	[784, 901, 1123, 931]
paragraph: அமைப்பாளர் : ஆ.ஜெரன்பிரி கிறிஸ்டோபர், 521–ஏ, நெரிஞ்சிப்பேட்டை, சத்தியமங்கலம், ஈரோடு.	[784, 1196, 1123, 1225]
list-item: பாகம் – 176 : ப.மாதேவன், 178, இக்கரை தத்தப்பள்ளி, கொத்தமங்கலம், பவானிசாகர், சத்திய மங்கலம், ஈரோடு.	[1147, 494, 1462, 538]
paragraph: துணை அமைப்பாளர்கள் : (1) க.கிரண், 10–100, ராஜீவ் நகர், தொட்டம்பாளையம், ஈரோடு. (2) ர.சுவீன்ராஜ், 10–100, ராஜீவ் நகர், தொட்டபாளையம், ஈரோடு. (3) வெஜூரீஸ், 10–82, ராஜீவ் நகர், தொட்டம்பாளையம், ஈரோடு.	[1147, 1193, 1486, 1254]
paragraph: அமைப்பாளர் : கு.சிவராஜ், 18–ஏ, மாரனூர், பூசாரிபாளையம், உத்தண்டியூர், பவானிசாகர், ஈரோடு.	[421, 1017, 760, 1046]
section-title: கற்பூர காடு கிளை	[898, 716, 1008, 732]
